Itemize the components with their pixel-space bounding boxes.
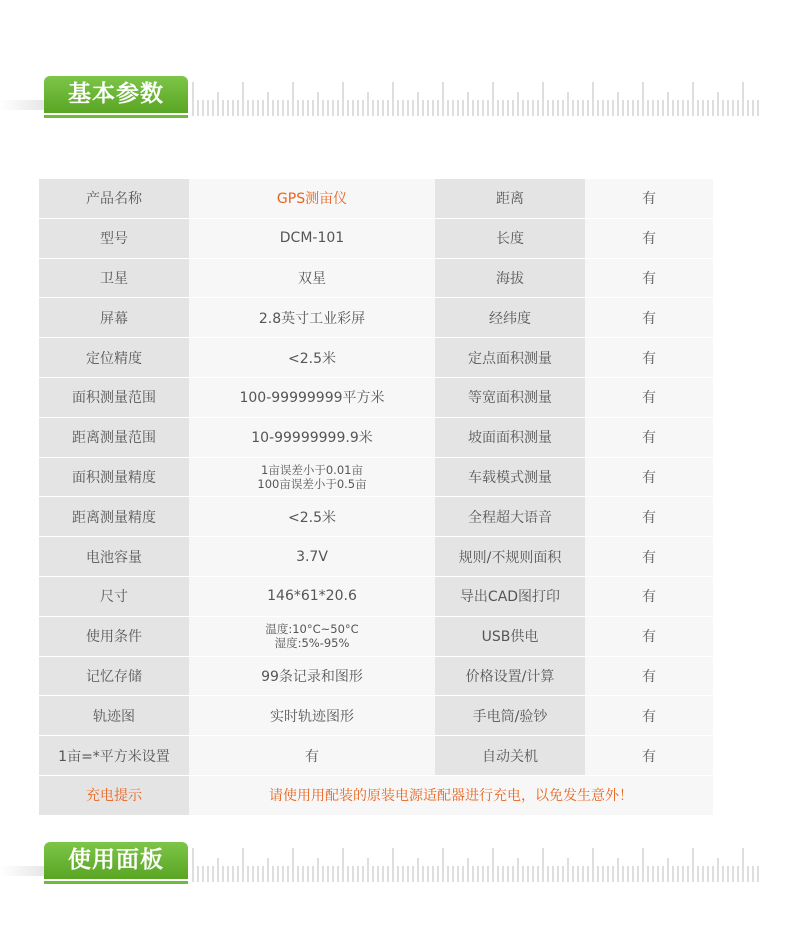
feature-value: 有: [585, 298, 713, 338]
feature-value: 有: [585, 417, 713, 457]
spec-table: [39, 179, 713, 816]
spec-label: 面积测量范围: [39, 377, 189, 417]
spec-label: 屏幕: [39, 298, 189, 338]
spec-label: 距离测量精度: [39, 497, 189, 537]
spec-label: 距离测量范围: [39, 417, 189, 457]
ruler-decoration: [192, 70, 762, 116]
spec-value: 2.8英寸工业彩屏: [189, 298, 435, 338]
spec-value: <2.5米: [189, 497, 435, 537]
spec-value-line: 湿度:5%-95%: [274, 636, 350, 651]
ruler-decoration: [192, 836, 762, 882]
spec-value: 实时轨迹图形: [189, 696, 435, 736]
feature-value: 有: [585, 656, 713, 696]
feature-value: 有: [585, 338, 713, 378]
feature-label: 定点面积测量: [435, 338, 585, 378]
feature-label: 自动关机: [435, 736, 585, 776]
feature-label: 长度: [435, 218, 585, 258]
spec-label: 1亩=*平方米设置: [39, 736, 189, 776]
feature-label: 价格设置/计算: [435, 656, 585, 696]
section-underline: [44, 881, 188, 884]
spec-label: 型号: [39, 218, 189, 258]
section-title-usage-panel: 使用面板: [44, 842, 188, 879]
spec-value: 有: [189, 736, 435, 776]
spec-label: 尺寸: [39, 576, 189, 616]
spec-value: 10-99999999.9米: [189, 417, 435, 457]
table-row: [39, 218, 713, 258]
notice-row: [39, 775, 713, 815]
feature-value: 有: [585, 377, 713, 417]
feature-label: 车载模式测量: [435, 457, 585, 497]
spec-label: 使用条件: [39, 616, 189, 656]
feature-label: 海拔: [435, 258, 585, 298]
spec-value: DCM-101: [189, 218, 435, 258]
spec-label: 产品名称: [39, 179, 189, 218]
table-row: [39, 616, 713, 656]
spec-value-line: 温度:10°C~50°C: [265, 622, 359, 637]
notice-text: 请使用用配装的原装电源适配器进行充电，以免发生意外！: [189, 775, 713, 815]
feature-label: 等宽面积测量: [435, 377, 585, 417]
feature-label: 全程超大语音: [435, 497, 585, 537]
feature-value: 有: [585, 576, 713, 616]
spec-label: 记忆存储: [39, 656, 189, 696]
table-row: [39, 338, 713, 378]
feature-value: 有: [585, 616, 713, 656]
table-row: [39, 576, 713, 616]
table-row: [39, 497, 713, 537]
spec-value: [189, 457, 435, 497]
spec-label: 电池容量: [39, 537, 189, 577]
feature-label: 距离: [435, 179, 585, 218]
section-underline: [44, 115, 188, 118]
feature-value: 有: [585, 179, 713, 218]
spec-label: 轨迹图: [39, 696, 189, 736]
feature-label: 坡面面积测量: [435, 417, 585, 457]
section-header-basic-params: [0, 66, 790, 126]
feature-label: 手电筒/验钞: [435, 696, 585, 736]
feature-value: 有: [585, 537, 713, 577]
spec-value-line: 100亩误差小于0.5亩: [257, 476, 367, 491]
table-row: [39, 656, 713, 696]
table-row: [39, 258, 713, 298]
section-title-basic-params: 基本参数: [44, 76, 188, 113]
feature-value: 有: [585, 258, 713, 298]
table-row: [39, 457, 713, 497]
spec-value: 100-99999999平方米: [189, 377, 435, 417]
feature-label: 导出CAD图打印: [435, 576, 585, 616]
table-row: [39, 696, 713, 736]
table-row: [39, 298, 713, 338]
ruler-ticks: [192, 70, 762, 116]
table-row: [39, 179, 713, 218]
feature-value: 有: [585, 218, 713, 258]
feature-label: 规则/不规则面积: [435, 537, 585, 577]
spec-value: GPS测亩仪: [189, 179, 435, 218]
spec-value: 3.7V: [189, 537, 435, 577]
notice-label: 充电提示: [39, 775, 189, 815]
feature-value: 有: [585, 736, 713, 776]
feature-label: 经纬度: [435, 298, 585, 338]
table-row: [39, 377, 713, 417]
table-row: [39, 417, 713, 457]
spec-value: 146*61*20.6: [189, 576, 435, 616]
table-row: [39, 537, 713, 577]
spec-value: 99条记录和图形: [189, 656, 435, 696]
spec-label: 定位精度: [39, 338, 189, 378]
spec-label: 面积测量精度: [39, 457, 189, 497]
spec-value: [189, 616, 435, 656]
feature-value: 有: [585, 457, 713, 497]
spec-value: 双星: [189, 258, 435, 298]
feature-value: 有: [585, 497, 713, 537]
spec-value-line: 1亩误差小于0.01亩: [261, 462, 363, 477]
ruler-ticks: [192, 836, 762, 882]
table-row: [39, 736, 713, 776]
spec-value: <2.5米: [189, 338, 435, 378]
spec-label: 卫星: [39, 258, 189, 298]
section-header-usage-panel: [0, 832, 790, 892]
feature-value: 有: [585, 696, 713, 736]
feature-label: USB供电: [435, 616, 585, 656]
